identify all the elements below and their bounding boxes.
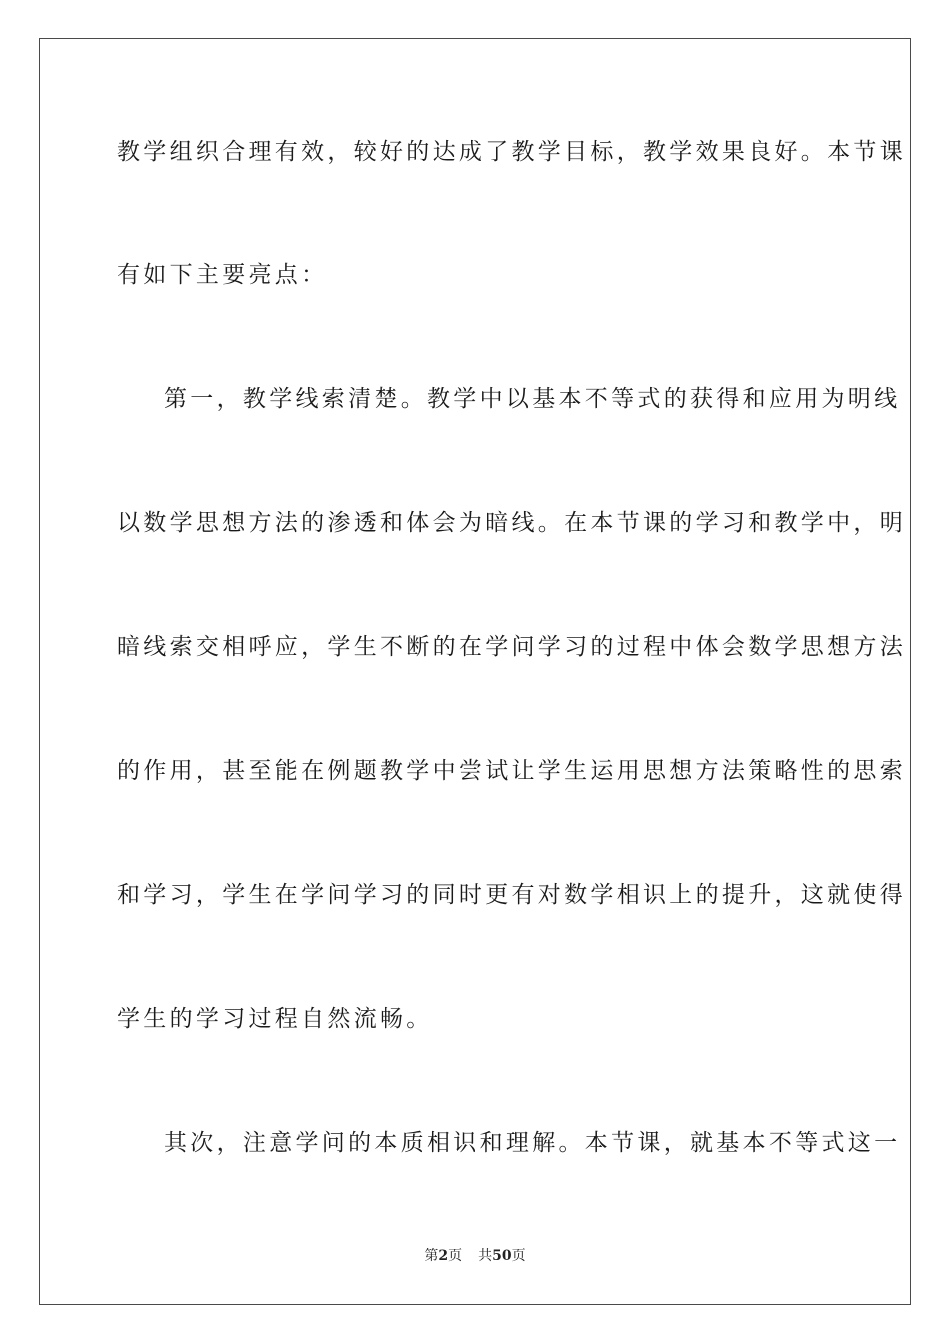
text-line-2: 有如下主要亮点： xyxy=(117,262,328,288)
page-footer xyxy=(0,1247,950,1265)
text-line-5: 暗线索交相呼应，学生不断的在学问学习的过程中体会数学思想方法 xyxy=(117,634,906,660)
text-line-7: 和学习，学生在学问学习的同时更有对数学相识上的提升，这就使得 xyxy=(117,882,906,908)
page-number: 2 xyxy=(438,1248,449,1264)
text-line-8: 学生的学习过程自然流畅。 xyxy=(117,1006,433,1032)
text-line-9: 其次，注意学问的本质相识和理解。本节课，就基本不等式这一 xyxy=(164,1130,901,1156)
text-line-4: 以数学思想方法的渗透和体会为暗线。在本节课的学习和教学中，明 xyxy=(117,510,906,536)
page-border xyxy=(39,38,911,1305)
total-suffix: 页 xyxy=(511,1248,526,1264)
text-line-1: 教学组织合理有效，较好的达成了教学目标，教学效果良好。本节课 xyxy=(117,139,906,165)
total-pages: 50 xyxy=(492,1248,512,1264)
page-suffix: 页 xyxy=(448,1248,463,1264)
page-prefix: 第 xyxy=(424,1248,439,1264)
text-line-3: 第一，教学线索清楚。教学中以基本不等式的获得和应用为明线 xyxy=(164,386,901,412)
total-prefix: 共 xyxy=(478,1248,493,1264)
text-line-6: 的作用，甚至能在例题教学中尝试让学生运用思想方法策略性的思索 xyxy=(117,758,906,784)
